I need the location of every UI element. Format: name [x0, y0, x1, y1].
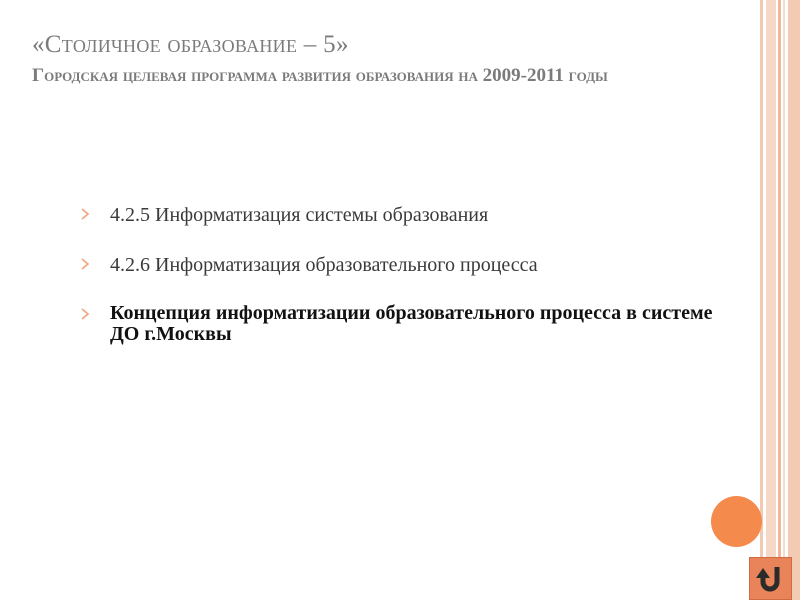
u-turn-return-icon — [750, 558, 791, 599]
bullet-list — [78, 203, 718, 371]
bullet-text: Концепция информатизации образовательного процесса в системе ДО г.Москвы — [110, 302, 713, 345]
stripe — [778, 0, 781, 600]
slide-title-main: «Столичное образование – 5» — [32, 31, 349, 58]
bullet-item — [78, 253, 718, 277]
stripe — [788, 0, 800, 600]
bullet-text: 4.2.5 Информатизация системы образования — [110, 204, 489, 226]
return-button[interactable] — [749, 557, 792, 600]
open-arrow-bullet-icon — [80, 208, 92, 220]
stripe — [766, 0, 776, 600]
open-arrow-bullet-icon — [80, 258, 92, 270]
decorative-stripes — [760, 0, 800, 600]
bullet-item — [78, 303, 718, 345]
open-arrow-bullet-icon — [80, 308, 92, 320]
stripe — [760, 0, 763, 600]
stripe — [783, 0, 785, 600]
bullet-item — [78, 203, 718, 227]
slide-subtitle: Городская целевая программа развития образования на 2009-2011 годы — [32, 65, 608, 86]
bullet-text: 4.2.6 Информатизация образовательного процесса — [110, 254, 538, 276]
decorative-circle — [711, 496, 762, 547]
slide-title — [32, 30, 747, 86]
